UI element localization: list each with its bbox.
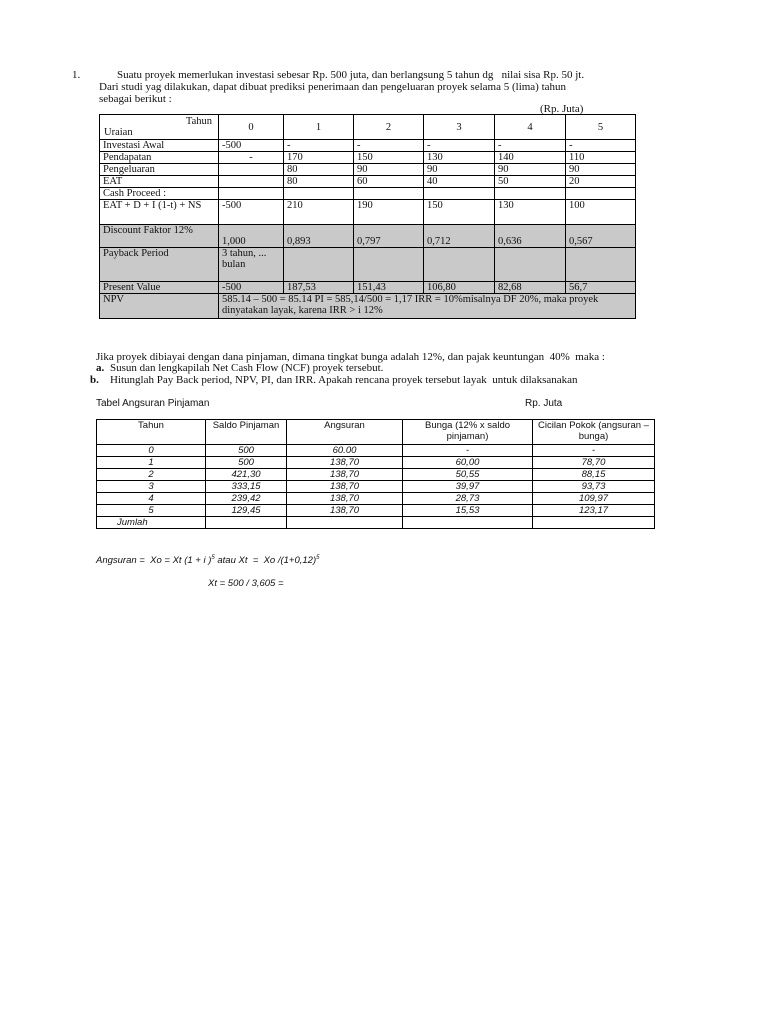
cell xyxy=(533,517,655,529)
cell: 50 xyxy=(495,176,566,188)
row-label: Pengeluaran xyxy=(100,164,219,176)
cell: - xyxy=(219,152,284,164)
cell: 138,70 xyxy=(287,469,403,481)
header-cicilan: Cicilan Pokok (angsuran – bunga) xyxy=(533,420,655,445)
year-header: 4 xyxy=(495,115,566,140)
cell: 138,70 xyxy=(287,457,403,469)
jumlah-row xyxy=(97,517,655,529)
cell: 138,70 xyxy=(287,493,403,505)
header-tahun: Tahun xyxy=(97,420,206,445)
cell: 138,70 xyxy=(287,505,403,517)
cell: 60.00 xyxy=(287,445,403,457)
row-label: Cash Proceed : xyxy=(100,188,219,200)
intro-line-3: sebagai berikut : xyxy=(99,93,172,105)
table-row xyxy=(100,188,636,200)
cell: 129,45 xyxy=(206,505,287,517)
cell: 56,7 xyxy=(566,282,636,294)
cell: 190 xyxy=(354,200,424,225)
cell xyxy=(354,248,424,282)
cell: 60,00 xyxy=(403,457,533,469)
table-row xyxy=(100,200,636,225)
cell: 151,43 xyxy=(354,282,424,294)
cell: 28,73 xyxy=(403,493,533,505)
formula-line-1 xyxy=(96,555,319,566)
cell: 123,17 xyxy=(533,505,655,517)
table-row xyxy=(100,225,636,248)
year-header: 0 xyxy=(219,115,284,140)
cell: 333,15 xyxy=(206,481,287,493)
cell: 80 xyxy=(284,164,354,176)
cell xyxy=(424,188,495,200)
cell: 150 xyxy=(424,200,495,225)
header-angsuran: Angsuran xyxy=(287,420,403,445)
cell: 78,70 xyxy=(533,457,655,469)
cell: 82,68 xyxy=(495,282,566,294)
cell: - xyxy=(284,140,354,152)
cell: 187,53 xyxy=(284,282,354,294)
cell: 100 xyxy=(566,200,636,225)
row-label: Pendapatan xyxy=(100,152,219,164)
cell xyxy=(284,188,354,200)
table-row xyxy=(97,493,655,505)
cell: 3 xyxy=(97,481,206,493)
intro-line-1: Suatu proyek memerlukan investasi sebesar Rp. 500 juta, dan berlangsung 5 tahun dg nilai sisa Rp. 50 jt. xyxy=(117,69,585,81)
table-header-row xyxy=(100,115,636,140)
cell xyxy=(284,248,354,282)
cell: 93,73 xyxy=(533,481,655,493)
cell: 500 xyxy=(206,445,287,457)
table-row xyxy=(100,176,636,188)
cell: 2 xyxy=(97,469,206,481)
cell: 3 tahun, ... bulan xyxy=(219,248,284,282)
table-row xyxy=(97,505,655,517)
corner-uraian: Uraian xyxy=(104,127,133,138)
cell: 170 xyxy=(284,152,354,164)
cell xyxy=(566,248,636,282)
row-label: EAT xyxy=(100,176,219,188)
header-bunga: Bunga (12% x saldo pinjaman) xyxy=(403,420,533,445)
cell: 90 xyxy=(495,164,566,176)
cell: 130 xyxy=(495,200,566,225)
cell: 0,567 xyxy=(566,225,636,248)
row-label: Investasi Awal xyxy=(100,140,219,152)
row-label: Discount Faktor 12% xyxy=(100,225,219,248)
cell xyxy=(219,176,284,188)
cell xyxy=(219,164,284,176)
cell: 60 xyxy=(354,176,424,188)
cell: 109,97 xyxy=(533,493,655,505)
cell: 5 xyxy=(97,505,206,517)
cell: 15,53 xyxy=(403,505,533,517)
cell: 90 xyxy=(424,164,495,176)
cell: 210 xyxy=(284,200,354,225)
corner-tahun: Tahun xyxy=(185,116,212,127)
table-row xyxy=(100,248,636,282)
cell xyxy=(354,188,424,200)
row-label: EAT + D + I (1-t) + NS xyxy=(100,200,219,225)
table-row xyxy=(97,457,655,469)
table-row xyxy=(100,152,636,164)
item-a-marker: a. xyxy=(96,362,105,374)
cell: -500 xyxy=(219,200,284,225)
cell: -500 xyxy=(219,140,284,152)
table-row xyxy=(97,481,655,493)
cell: 0,893 xyxy=(284,225,354,248)
cell xyxy=(495,248,566,282)
table-row xyxy=(97,445,655,457)
cell: 239,42 xyxy=(206,493,287,505)
header-saldo: Saldo Pinjaman xyxy=(206,420,287,445)
cell: - xyxy=(533,445,655,457)
row-label: Present Value xyxy=(100,282,219,294)
corner-cell xyxy=(100,115,219,140)
cell: 130 xyxy=(424,152,495,164)
cell: 500 xyxy=(206,457,287,469)
item-number: 1. xyxy=(72,69,81,81)
cell: 50,55 xyxy=(403,469,533,481)
formula-part-a: Angsuran = Xo = Xt (1 + i ) xyxy=(96,555,212,567)
intro-line-2: Dari studi yag dilakukan, dapat dibuat prediksi penerimaan dan pengeluaran proyek selama 5 (lima) tahun xyxy=(99,81,567,93)
section2-intro: Jika proyek dibiayai dengan dana pinjaman, dimana tingkat bunga adalah 12%, dan pajak keuntungan 40% maka : xyxy=(96,351,605,363)
cell: -500 xyxy=(219,282,284,294)
cell xyxy=(206,517,287,529)
cell: - xyxy=(354,140,424,152)
jumlah-label: Jumlah xyxy=(97,517,206,529)
npv-row xyxy=(100,294,636,319)
formula-exp-1: 5 xyxy=(211,555,215,561)
item-b-text: Hitunglah Pay Back period, NPV, PI, dan IRR. Apakah rencana proyek tersebut layak untuk dilaksanakan xyxy=(110,374,578,386)
loan-table-unit: Rp. Juta xyxy=(525,398,563,409)
table-row xyxy=(97,469,655,481)
year-header: 2 xyxy=(354,115,424,140)
npv-text: 585.14 – 500 = 85.14 PI = 585,14/500 = 1,17 IRR = 10%misalnya DF 20%, maka proyek dinyatakan layak, karena IRR > i 12% xyxy=(219,294,636,319)
cell xyxy=(424,248,495,282)
cell: 138,70 xyxy=(287,481,403,493)
cell: - xyxy=(495,140,566,152)
cell xyxy=(287,517,403,529)
item-a-text: Susun dan lengkapilah Net Cash Flow (NCF) proyek tersebut. xyxy=(110,362,384,374)
cell: 140 xyxy=(495,152,566,164)
cell: 421,30 xyxy=(206,469,287,481)
cell xyxy=(219,188,284,200)
formula-exp-2: 5 xyxy=(316,555,320,561)
loan-header-row xyxy=(97,420,655,445)
cell: - xyxy=(566,140,636,152)
npv-label: NPV xyxy=(100,294,219,319)
unit-label: (Rp. Juta) xyxy=(540,103,584,115)
cash-flow-table xyxy=(99,114,636,319)
table-row xyxy=(100,140,636,152)
cell xyxy=(495,188,566,200)
formula-part-b: atau Xt = Xo /(1+0,12) xyxy=(214,555,317,567)
year-header: 5 xyxy=(566,115,636,140)
cell: 40 xyxy=(424,176,495,188)
cell: 80 xyxy=(284,176,354,188)
item-b-marker: b. xyxy=(90,374,99,386)
year-header: 1 xyxy=(284,115,354,140)
cell: 0,712 xyxy=(424,225,495,248)
cell: - xyxy=(424,140,495,152)
year-header: 3 xyxy=(424,115,495,140)
loan-table-title: Tabel Angsuran Pinjaman xyxy=(96,398,210,409)
loan-table xyxy=(96,419,655,529)
cell: - xyxy=(403,445,533,457)
table-row xyxy=(100,164,636,176)
cell xyxy=(403,517,533,529)
cell: 106,80 xyxy=(424,282,495,294)
cell: 90 xyxy=(566,164,636,176)
row-label: Payback Period xyxy=(100,248,219,282)
cell: 20 xyxy=(566,176,636,188)
cell: 0 xyxy=(97,445,206,457)
cell: 4 xyxy=(97,493,206,505)
formula-line-2: Xt = 500 / 3,605 = xyxy=(208,578,284,589)
cell xyxy=(566,188,636,200)
table-row xyxy=(100,282,636,294)
cell: 110 xyxy=(566,152,636,164)
cell: 88,15 xyxy=(533,469,655,481)
cell: 1,000 xyxy=(219,225,284,248)
cell: 0,636 xyxy=(495,225,566,248)
cell: 1 xyxy=(97,457,206,469)
cell: 150 xyxy=(354,152,424,164)
cell: 39,97 xyxy=(403,481,533,493)
cell: 0,797 xyxy=(354,225,424,248)
cell: 90 xyxy=(354,164,424,176)
